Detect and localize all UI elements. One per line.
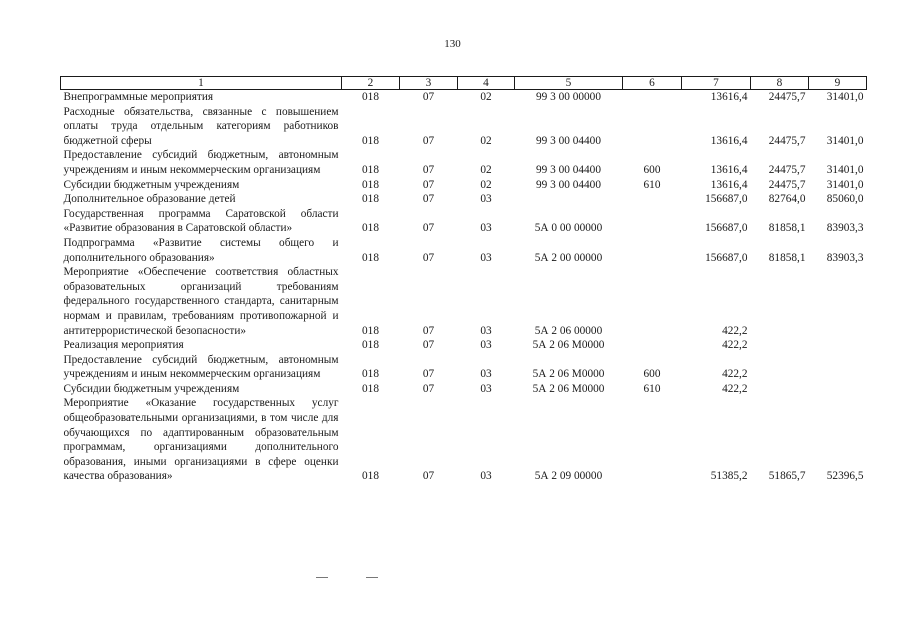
cell-amount-year3 xyxy=(809,382,867,397)
row-name: Расходные обязательства, связанные с повышением оплаты труда отдельным категориям работников бюджетной сферы xyxy=(63,105,339,147)
cell-target-article: 5А 2 06 М0000 xyxy=(532,339,605,352)
cell-amount-year1: 13616,4 xyxy=(710,163,748,176)
table-row xyxy=(61,396,867,484)
cell-section: 07 xyxy=(422,134,435,147)
cell-target-article: 99 3 00 04400 xyxy=(536,178,601,191)
table-row xyxy=(61,338,867,353)
cell-amount-year1: 156687,0 xyxy=(705,251,748,264)
cell-section: 07 xyxy=(422,163,435,176)
cell-target-article: 5А 2 06 00000 xyxy=(534,324,603,337)
cell-amount-year3: 85060,0 xyxy=(826,193,864,206)
cell-target-article: 99 3 00 04400 xyxy=(536,163,601,176)
cell-subsection: 02 xyxy=(480,134,492,147)
cell-ministry: 018 xyxy=(362,134,379,147)
cell-ministry: 018 xyxy=(362,382,379,395)
cell-amount-year2 xyxy=(751,265,809,338)
cell-expense-type xyxy=(623,396,682,484)
cell-section: 07 xyxy=(422,470,435,483)
cell-target-article: 99 3 00 00000 xyxy=(536,91,601,103)
cell-section: 07 xyxy=(422,178,435,191)
cell-amount-year2: 82764,0 xyxy=(768,193,806,206)
row-name: Субсидии бюджетным учреждениям xyxy=(63,382,240,395)
table-row xyxy=(61,382,867,397)
table-row xyxy=(61,236,867,265)
cell-ministry: 018 xyxy=(362,222,379,235)
cell-subsection: 03 xyxy=(480,470,492,483)
cell-subsection: 03 xyxy=(480,382,492,395)
row-name: Внепрограммные мероприятия xyxy=(63,91,214,103)
table-row xyxy=(61,265,867,338)
cell-expense-type: 610 xyxy=(643,382,661,395)
table-row xyxy=(61,353,867,382)
header-row xyxy=(61,77,867,90)
cell-section: 07 xyxy=(422,251,435,264)
cell-target-article: 5А 2 09 00000 xyxy=(534,470,603,483)
header-col-4: 4 xyxy=(458,77,515,90)
table-row xyxy=(61,90,867,105)
cell-section: 07 xyxy=(422,91,435,103)
row-name: Мероприятие «Оказание государственных услуг общеобразовательными организациями, в том числе для обучающихся по адаптированным образовательным программам, организациями дополнительного образования, иными организациями в сфере оценки качества образования» xyxy=(63,397,339,483)
cell-section: 07 xyxy=(422,324,435,337)
row-name: Подпрограмма «Развитие системы общего и дополнительного образования» xyxy=(63,236,339,264)
table-row xyxy=(61,178,867,193)
table-row xyxy=(61,105,867,149)
cell-section: 07 xyxy=(422,368,435,381)
cell-expense-type: 600 xyxy=(643,163,661,176)
cell-amount-year2: 24475,7 xyxy=(768,163,806,176)
table-row xyxy=(61,148,867,177)
cell-amount-year3: 31401,0 xyxy=(826,134,864,147)
cell-subsection: 03 xyxy=(480,339,492,352)
cell-amount-year3: 31401,0 xyxy=(826,178,864,191)
cell-amount-year2 xyxy=(751,382,809,397)
cell-subsection: 03 xyxy=(480,368,492,381)
header-col-5: 5 xyxy=(515,77,623,90)
cell-amount-year3: 52396,5 xyxy=(826,470,864,483)
cell-amount-year1: 156687,0 xyxy=(705,193,748,206)
row-name: Реализация мероприятия xyxy=(63,339,184,352)
cell-amount-year2 xyxy=(751,353,809,382)
cell-amount-year3: 83903,3 xyxy=(826,222,864,235)
cell-target-article: 99 3 00 04400 xyxy=(536,134,601,147)
cell-target-article: 5А 0 00 00000 xyxy=(534,222,603,235)
cell-ministry: 018 xyxy=(362,339,379,352)
cell-ministry: 018 xyxy=(362,324,379,337)
cell-section: 07 xyxy=(422,193,435,206)
cell-target-article xyxy=(515,192,623,207)
row-name: Государственная программа Саратовской области «Развитие образования в Саратовской области» xyxy=(63,207,339,235)
cell-ministry: 018 xyxy=(362,251,379,264)
cell-amount-year1: 422,2 xyxy=(722,339,748,352)
budget-table xyxy=(60,76,867,484)
cell-ministry: 018 xyxy=(362,163,379,176)
cell-amount-year2: 81858,1 xyxy=(768,222,806,235)
cell-subsection: 03 xyxy=(480,324,492,337)
header-col-1: 1 xyxy=(61,77,342,90)
header-col-8: 8 xyxy=(751,77,809,90)
header-col-3: 3 xyxy=(400,77,458,90)
cell-subsection: 02 xyxy=(480,163,492,176)
cell-expense-type xyxy=(623,236,682,265)
row-name: Предоставление субсидий бюджетным, автономным учреждениям и иным некоммерческим организациям xyxy=(63,149,339,176)
cell-target-article: 5А 2 06 М0000 xyxy=(532,368,605,381)
header-col-6: 6 xyxy=(623,77,682,90)
cell-expense-type: 610 xyxy=(643,178,661,191)
cell-expense-type xyxy=(623,207,682,236)
cell-expense-type xyxy=(623,192,682,207)
cell-amount-year1: 422,2 xyxy=(722,368,748,381)
cell-amount-year2: 24475,7 xyxy=(768,91,806,103)
cell-expense-type: 600 xyxy=(643,368,661,381)
cell-amount-year1: 422,2 xyxy=(722,324,748,337)
cell-ministry: 018 xyxy=(362,470,379,483)
cell-amount-year3: 31401,0 xyxy=(826,163,864,176)
cell-amount-year1: 156687,0 xyxy=(705,222,748,235)
cell-amount-year1: 13616,4 xyxy=(710,134,748,147)
cell-subsection: 03 xyxy=(480,193,492,206)
cell-amount-year1: 13616,4 xyxy=(710,178,748,191)
cell-target-article: 5А 2 00 00000 xyxy=(534,251,603,264)
row-name: Дополнительное образование детей xyxy=(63,193,236,206)
scan-mark xyxy=(366,577,378,578)
cell-amount-year2: 24475,7 xyxy=(768,134,806,147)
cell-amount-year2 xyxy=(751,338,809,353)
table-row xyxy=(61,192,867,207)
cell-ministry: 018 xyxy=(362,91,379,103)
page-number: 130 xyxy=(444,38,461,50)
cell-amount-year2: 81858,1 xyxy=(768,251,806,264)
table-row xyxy=(61,207,867,236)
cell-ministry: 018 xyxy=(362,178,379,191)
cell-expense-type xyxy=(623,90,682,105)
cell-subsection: 03 xyxy=(480,222,492,235)
cell-expense-type xyxy=(623,265,682,338)
cell-amount-year2: 24475,7 xyxy=(768,178,806,191)
cell-amount-year1: 422,2 xyxy=(722,382,748,395)
cell-amount-year3: 83903,3 xyxy=(826,251,864,264)
cell-amount-year3 xyxy=(809,338,867,353)
cell-expense-type xyxy=(623,105,682,149)
row-name: Субсидии бюджетным учреждениям xyxy=(63,178,240,191)
header-col-2: 2 xyxy=(342,77,400,90)
cell-section: 07 xyxy=(422,382,435,395)
cell-subsection: 03 xyxy=(480,251,492,264)
header-col-7: 7 xyxy=(682,77,751,90)
cell-amount-year3 xyxy=(809,265,867,338)
cell-subsection: 02 xyxy=(480,91,492,103)
row-name: Мероприятие «Обеспечение соответствия областных образовательных организаций требованиям федерального государственного стандарта, санитарным нормам и правилам, требованиям противопожарной и антитеррористической безопасности» xyxy=(63,266,339,337)
cell-ministry: 018 xyxy=(362,193,379,206)
cell-amount-year1: 51385,2 xyxy=(710,470,748,483)
cell-amount-year1: 13616,4 xyxy=(710,91,748,103)
header-col-9: 9 xyxy=(809,77,867,90)
cell-amount-year3: 31401,0 xyxy=(826,91,864,103)
cell-section: 07 xyxy=(422,222,435,235)
cell-amount-year2: 51865,7 xyxy=(768,470,806,483)
cell-amount-year3 xyxy=(809,353,867,382)
cell-ministry: 018 xyxy=(362,368,379,381)
cell-section: 07 xyxy=(422,339,435,352)
cell-target-article: 5А 2 06 М0000 xyxy=(532,382,605,395)
cell-subsection: 02 xyxy=(480,178,492,191)
scan-mark xyxy=(316,577,328,578)
row-name: Предоставление субсидий бюджетным, автономным учреждениям и иным некоммерческим организациям xyxy=(63,353,339,381)
cell-expense-type xyxy=(623,338,682,353)
